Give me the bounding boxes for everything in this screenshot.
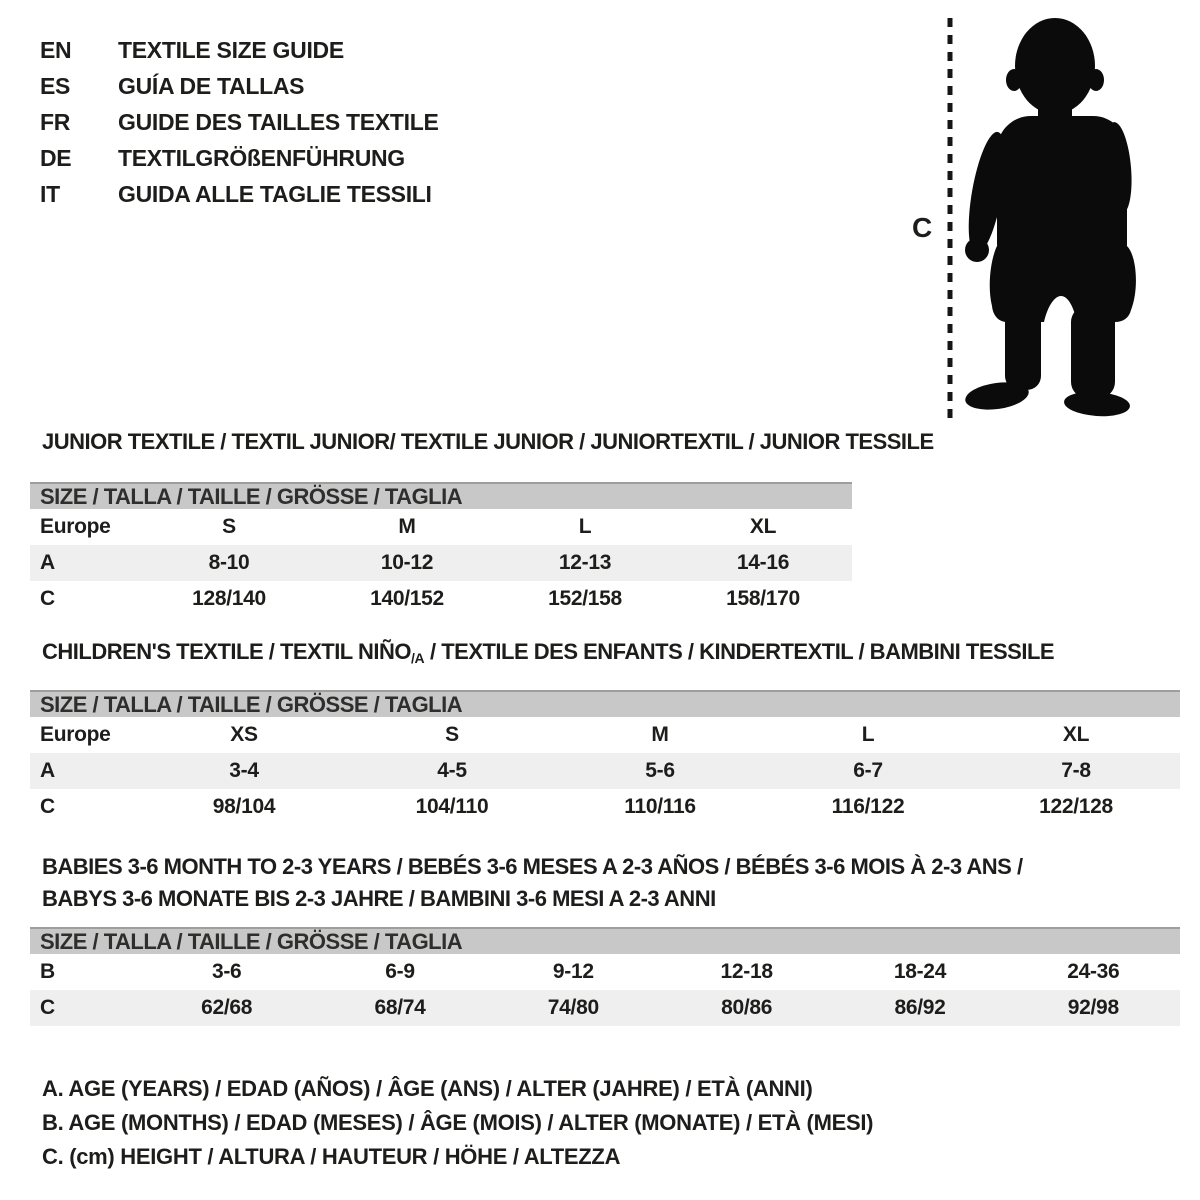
section-children-textile	[30, 640, 1180, 825]
heading-subscript: /A	[410, 650, 425, 666]
table-row	[30, 717, 1180, 753]
size-cell: 74/80	[547, 996, 599, 1019]
size-cell: 158/170	[726, 587, 800, 610]
size-cell: 98/104	[212, 795, 276, 818]
row-label: B	[40, 960, 55, 983]
size-cell: 6-9	[385, 960, 415, 983]
language-code: EN	[40, 36, 72, 63]
language-title: GUIDE DES TAILLES TEXTILE	[118, 108, 439, 135]
size-table-babies	[30, 954, 1180, 1026]
table-row	[30, 954, 1180, 990]
size-header-bar: SIZE / TALLA / TAILLE / GRÖSSE / TAGLIA	[30, 482, 852, 509]
language-title: GUÍA DE TALLAS	[118, 72, 305, 99]
size-header-bar: SIZE / TALLA / TAILLE / GRÖSSE / TAGLIA	[30, 690, 1180, 717]
toddler-silhouette-shape	[961, 18, 1135, 418]
row-label: C	[40, 587, 55, 610]
row-label: C	[40, 795, 55, 818]
size-cell: S	[445, 723, 459, 746]
size-table-children	[30, 717, 1180, 825]
language-code: DE	[40, 144, 72, 171]
section-heading	[42, 851, 1180, 915]
size-cell: 104/110	[415, 795, 489, 818]
table-row	[30, 581, 852, 617]
size-cell: S	[222, 515, 236, 538]
note-height-cm: C. (cm) HEIGHT / ALTURA / HAUTEUR / HÖHE / ALTEZZA	[42, 1144, 621, 1169]
size-cell: 92/98	[1067, 996, 1119, 1019]
table-row	[30, 545, 852, 581]
size-cell: 4-5	[437, 759, 467, 782]
language-title: TEXTILE SIZE GUIDE	[118, 36, 344, 63]
language-code: FR	[40, 108, 71, 135]
row-label: Europe	[40, 515, 111, 538]
size-cell: 12-13	[558, 551, 612, 574]
size-header-bar: SIZE / TALLA / TAILLE / GRÖSSE / TAGLIA	[30, 927, 1180, 954]
language-code: ES	[40, 72, 71, 99]
size-cell: 5-6	[645, 759, 675, 782]
section-junior-textile	[30, 429, 934, 617]
size-cell: 12-18	[720, 960, 773, 983]
toddler-silhouette	[935, 8, 1150, 428]
size-cell: 14-16	[736, 551, 790, 574]
size-cell: 7-8	[1061, 759, 1091, 782]
size-cell: 3-6	[211, 960, 242, 983]
language-code: IT	[40, 180, 60, 207]
section-babies-textile	[30, 851, 1180, 1026]
row-label: A	[40, 759, 55, 782]
heading-line-1: BABIES 3-6 MONTH TO 2-3 YEARS / BEBÉS 3-6 MESES A 2-3 AÑOS / BÉBÉS 3-6 MOIS À 2-3 ANS /	[42, 854, 1023, 879]
measurement-notes	[42, 1072, 873, 1174]
heading-line-2: BABYS 3-6 MONATE BIS 2-3 JAHRE / BAMBINI 3-6 MESI A 2-3 ANNI	[42, 886, 716, 911]
table-row	[30, 509, 852, 545]
language-title: GUIDA ALLE TAGLIE TESSILI	[118, 180, 432, 207]
size-cell: 6-7	[853, 759, 883, 782]
size-cell: 62/68	[201, 996, 253, 1019]
size-cell: M	[651, 723, 669, 746]
size-cell: 18-24	[893, 960, 947, 983]
size-cell: 8-10	[208, 551, 250, 574]
size-cell: 80/86	[721, 996, 773, 1019]
size-cell: 10-12	[380, 551, 434, 574]
size-table-junior	[30, 509, 852, 617]
size-cell: 122/128	[1039, 795, 1113, 818]
section-heading	[42, 640, 1180, 666]
size-cell: 3-4	[229, 759, 259, 782]
size-cell: XS	[230, 723, 258, 746]
size-cell: 9-12	[552, 960, 594, 983]
language-row	[40, 68, 439, 104]
language-row	[40, 176, 439, 212]
size-cell: 68/74	[374, 996, 426, 1019]
language-row	[40, 32, 439, 68]
row-label: A	[40, 551, 55, 574]
language-title: TEXTILGRÖßENFÜHRUNG	[118, 144, 405, 171]
note-age-years: A. AGE (YEARS) / EDAD (AÑOS) / ÂGE (ANS) / ALTER (JAHRE) / ETÀ (ANNI)	[42, 1076, 813, 1101]
table-row	[30, 789, 1180, 825]
size-cell: 128/140	[192, 587, 266, 610]
section-heading: JUNIOR TEXTILE / TEXTIL JUNIOR/ TEXTILE JUNIOR / JUNIORTEXTIL / JUNIOR TESSILE	[42, 429, 934, 454]
size-cell: 116/122	[831, 795, 905, 818]
table-row	[30, 753, 1180, 789]
size-cell: L	[578, 515, 592, 538]
language-row	[40, 140, 439, 176]
size-cell: XL	[1062, 723, 1090, 746]
table-row	[30, 990, 1180, 1026]
note-age-months: B. AGE (MONTHS) / EDAD (MESES) / ÂGE (MOIS) / ALTER (MONATE) / ETÀ (MESI)	[42, 1110, 874, 1135]
language-row	[40, 104, 439, 140]
size-cell: 86/92	[894, 996, 946, 1019]
heading-text: CHILDREN'S TEXTILE / TEXTIL NIÑO	[42, 639, 411, 664]
size-cell: XL	[749, 515, 777, 538]
size-cell: 110/116	[624, 795, 696, 818]
row-label: C	[40, 996, 55, 1019]
row-label: Europe	[40, 723, 111, 746]
size-cell: 24-36	[1067, 960, 1120, 983]
size-cell: 152/158	[548, 587, 622, 610]
size-cell: L	[861, 723, 875, 746]
heading-text: / TEXTILE DES ENFANTS / KINDERTEXTIL / BAMBINI TESSILE	[424, 639, 1055, 664]
size-cell: 140/152	[370, 587, 444, 610]
language-title-list	[40, 32, 439, 212]
height-measure-label: C	[912, 212, 933, 243]
size-cell: M	[398, 515, 416, 538]
